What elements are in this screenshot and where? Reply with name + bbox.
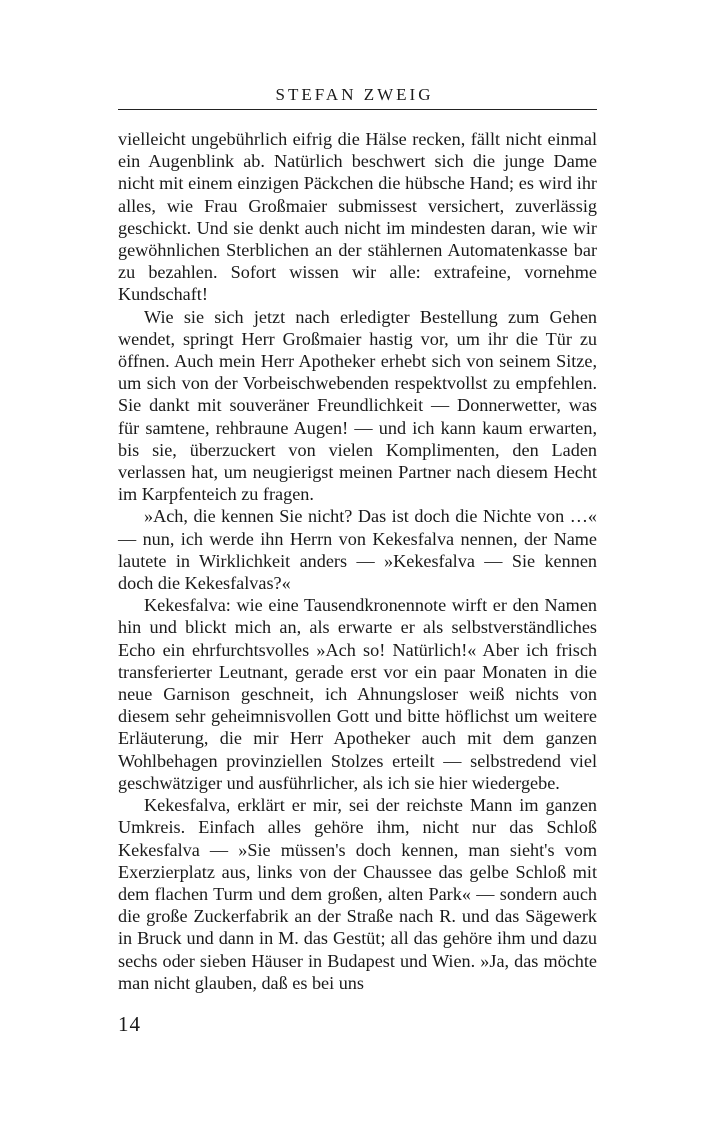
- paragraph: »Ach, die kennen Sie nicht? Das ist doch die Nichte von …« — nun, ich werde ihn Herrn von Kekesfalva nennen, der Name lautete in Wirklichkeit anders — »Kekesfalva — Sie kennen doch die Kekesfalvas?«: [118, 506, 597, 594]
- running-head: STEFAN ZWEIG: [275, 85, 434, 104]
- paragraph: Kekesfalva, erklärt er mir, sei der reichste Mann im ganzen Umkreis. Einfach alles gehöre ihm, nicht nur das Schloß Kekesfalva — »Sie müssen's doch kennen, man sieht's vom Exerzierplatz aus, links von der Chaussee das gelbe Schloß mit dem flachen Turm und dem großen, alten Park« — sondern auch die große Zuckerfabrik an der Straße nach R. und das Sägewerk in Bruck und dann in M. das Gestüt; all das gehöre ihm und dazu sechs oder sieben Häuser in Budapest und Wien. »Ja, das möchte man nicht glauben, daß es bei uns: [118, 795, 597, 993]
- body-text: [118, 128, 597, 994]
- page-number: 14: [118, 1012, 141, 1036]
- paragraph: Kekesfalva: wie eine Tausendkronennote wirft er den Namen hin und blickt mich an, als erwarte er als selbstverständliches Echo ein ehrfurchtsvolles »Ach so! Natürlich!« Aber ich frisch transferierter Leutnant, gerade erst vor ein paar Monaten in die neue Garnison geschneit, ich Ahnungsloser weiß nichts von diesem sehr geheimnisvollen Gott und bitte höflichst um weitere Erläuterung, die mir Herr Apotheker auch mit dem ganzen Wohlbehagen provinziellen Stolzes erteilt — selbstredend viel geschwätziger und ausführlicher, als ich sie hier wiedergebe.: [118, 595, 597, 793]
- header-rule: [118, 109, 597, 110]
- paragraph: vielleicht ungebührlich eifrig die Hälse recken, fällt nicht einmal ein Augenblink ab. Natürlich beschwert sich die junge Dame nicht mit einem einzigen Päckchen die hübsche Hand; es wird ihr alles, wie Frau Großmaier submissest versichert, zuverlässig geschickt. Und sie denkt auch nicht im mindesten daran, wie wir gewöhnlichen Sterblichen an der stählernen Automatenkasse bar zu bezahlen. Sofort wissen wir alle: extrafeine, vornehme Kundschaft!: [118, 129, 597, 305]
- paragraph: Wie sie sich jetzt nach erledigter Bestellung zum Gehen wendet, springt Herr Großmaier hastig vor, um ihr die Tür zu öffnen. Auch mein Herr Apotheker erhebt sich von seinem Sitze, um sich von der Vorbeischwebenden respektvollst zu empfehlen. Sie dankt mit souveräner Freundlichkeit — Donnerwetter, was für samtene, rehbraune Augen! — und ich kann kaum erwarten, bis sie, überzuckert von vielen Komplimenten, den Laden verlassen hat, um neugierigst meinen Partner nach diesem Hecht im Karpfenteich zu fragen.: [118, 306, 597, 505]
